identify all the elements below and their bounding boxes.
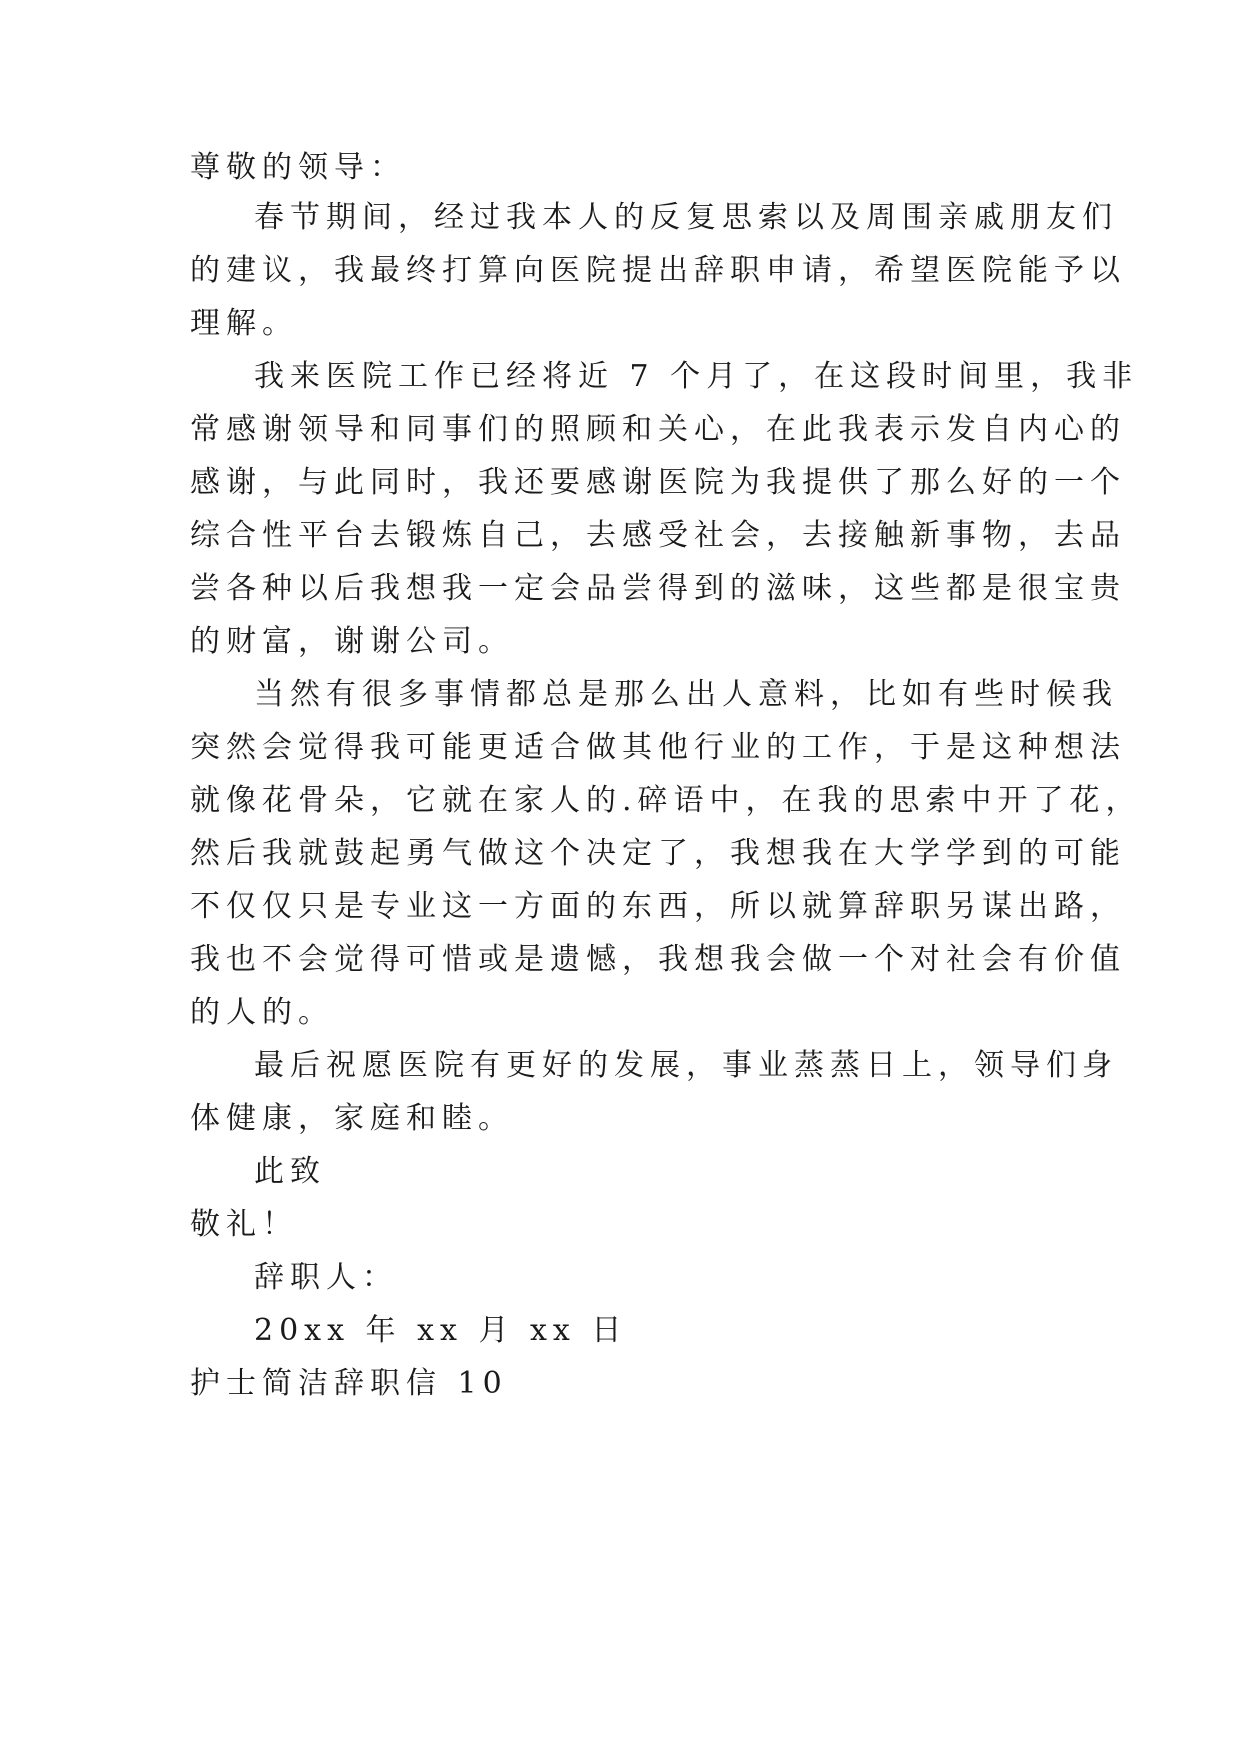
paragraph-3-line-4: 然后我就鼓起勇气做这个决定了，我想我在大学学到的可能 (190, 836, 1126, 871)
paragraph-3-line-2: 突然会觉得我可能更适合做其他行业的工作，于是这种想法 (190, 730, 1126, 765)
paragraph-3-line-7: 的人的。 (190, 995, 334, 1030)
paragraph-2-line-5: 尝各种以后我想我一定会品尝得到的滋味，这些都是很宝贵 (190, 571, 1126, 606)
closing-regards: 此致 (254, 1154, 326, 1189)
paragraph-4-line-2: 体健康，家庭和睦。 (190, 1101, 514, 1136)
paragraph-3-line-3: 就像花骨朵，它就在家人的.碎语中，在我的思索中开了花， (190, 783, 1142, 818)
paragraph-2-line-2: 常感谢领导和同事们的照顾和关心，在此我表示发自内心的 (190, 412, 1126, 447)
paragraph-1-line-3: 理解。 (190, 306, 298, 341)
paragraph-4-line-1: 最后祝愿医院有更好的发展，事业蒸蒸日上，领导们身 (254, 1048, 1118, 1083)
salutation: 尊敬的领导： (190, 150, 406, 185)
paragraph-2-line-3: 感谢，与此同时，我还要感谢医院为我提供了那么好的一个 (190, 465, 1126, 500)
paragraph-3-line-6: 我也不会觉得可惜或是遗憾，我想我会做一个对社会有价值 (190, 942, 1126, 977)
paragraph-3-line-5: 不仅仅只是专业这一方面的东西，所以就算辞职另谋出路， (190, 889, 1126, 924)
paragraph-1-line-2: 的建议，我最终打算向医院提出辞职申请，希望医院能予以 (190, 253, 1126, 288)
signature-label: 辞职人： (254, 1260, 398, 1295)
paragraph-2-line-4: 综合性平台去锻炼自己，去感受社会，去接触新事物，去品 (190, 518, 1126, 553)
paragraph-3-line-1: 当然有很多事情都总是那么出人意料，比如有些时候我 (254, 677, 1118, 712)
paragraph-2-line-6: 的财富，谢谢公司。 (190, 624, 514, 659)
letter-date: 20xx 年 xx 月 xx 日 (254, 1313, 628, 1348)
paragraph-1-line-1: 春节期间，经过我本人的反复思索以及周围亲戚朋友们 (254, 200, 1118, 235)
paragraph-2-line-1: 我来医院工作已经将近 7 个月了，在这段时间里，我非 (254, 359, 1139, 394)
next-section-title: 护士简洁辞职信 10 (190, 1366, 508, 1401)
closing-salute: 敬礼！ (190, 1207, 298, 1242)
